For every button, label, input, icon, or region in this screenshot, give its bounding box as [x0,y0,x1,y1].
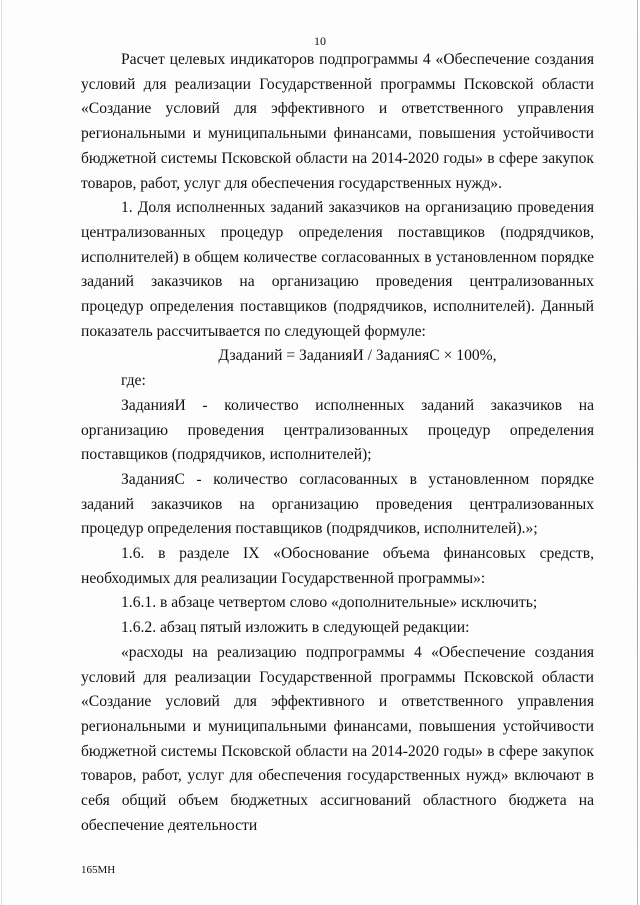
document-body [81,48,594,839]
paragraph-item-1-6-1: 1.6.1. в абзаце четвертом слово «дополнительные» исключить; [121,594,538,612]
paragraph-where: где: [121,372,146,390]
scan-edge-right [637,0,638,905]
paragraph-definition-executed: ЗаданияИ - количество исполненных заданий заказчиков на организацию проведения централизованных процедур определения поставщиков (подрядчиков, исполнителей); [81,396,594,464]
paragraph-expenses: «расходы на реализацию подпрограммы 4 «Обеспечение создания условий для реализации Государственной программы Псковской области «Создание условий для эффективного и ответственного управления региональными и муниципальными финансами, повышения устойчивости бюджетной системы Псковской области на 2014-2020 годы» в сфере закупок товаров, работ, услуг для обеспечения государственных нужд» включают в себя общий объем бюджетных ассигнований областного бюджета на обеспечение деятельности [81,643,594,834]
scan-edge-left [1,0,2,905]
paragraph-definition-agreed: ЗаданияС - количество согласованных в установленном порядке заданий заказчиков на организацию проведения централизованных процедур определения поставщиков (подрядчиков, исполнителей).»; [81,470,594,538]
paragraph-indicator-1: 1. Доля исполненных заданий заказчиков на организацию проведения централизованных процедур определения поставщиков (подрядчиков, исполнителей) в общем количестве согласованных в установленном порядке заданий заказчиков на организацию проведения централизованных процедур определения поставщиков (подрядчиков, исполнителей). Данный показатель рассчитывается по следующей формуле: [81,199,594,340]
page-number: 10 [314,34,326,48]
formula: Дзаданий = ЗаданияИ / ЗаданияС × 100%, [218,347,497,365]
paragraph-item-1-6: 1.6. в разделе IX «Обоснование объема финансовых средств, необходимых для реализации Государственной программы»: [81,545,594,587]
footer-code: 165МН [81,864,116,876]
paragraph-item-1-6-2: 1.6.2. абзац пятый изложить в следующей редакции: [121,619,470,637]
paragraph-heading-calculation: Расчет целевых индикаторов подпрограммы 4 «Обеспечение создания условий для реализации Государственной программы Псковской области «Создание условий для эффективного и ответственного управления региональными и муниципальными финансами, повышения устойчивости бюджетной системы Псковской области на 2014-2020 годы» в сфере закупок товаров, работ, услуг для обеспечения государственных нужд». [81,51,594,192]
